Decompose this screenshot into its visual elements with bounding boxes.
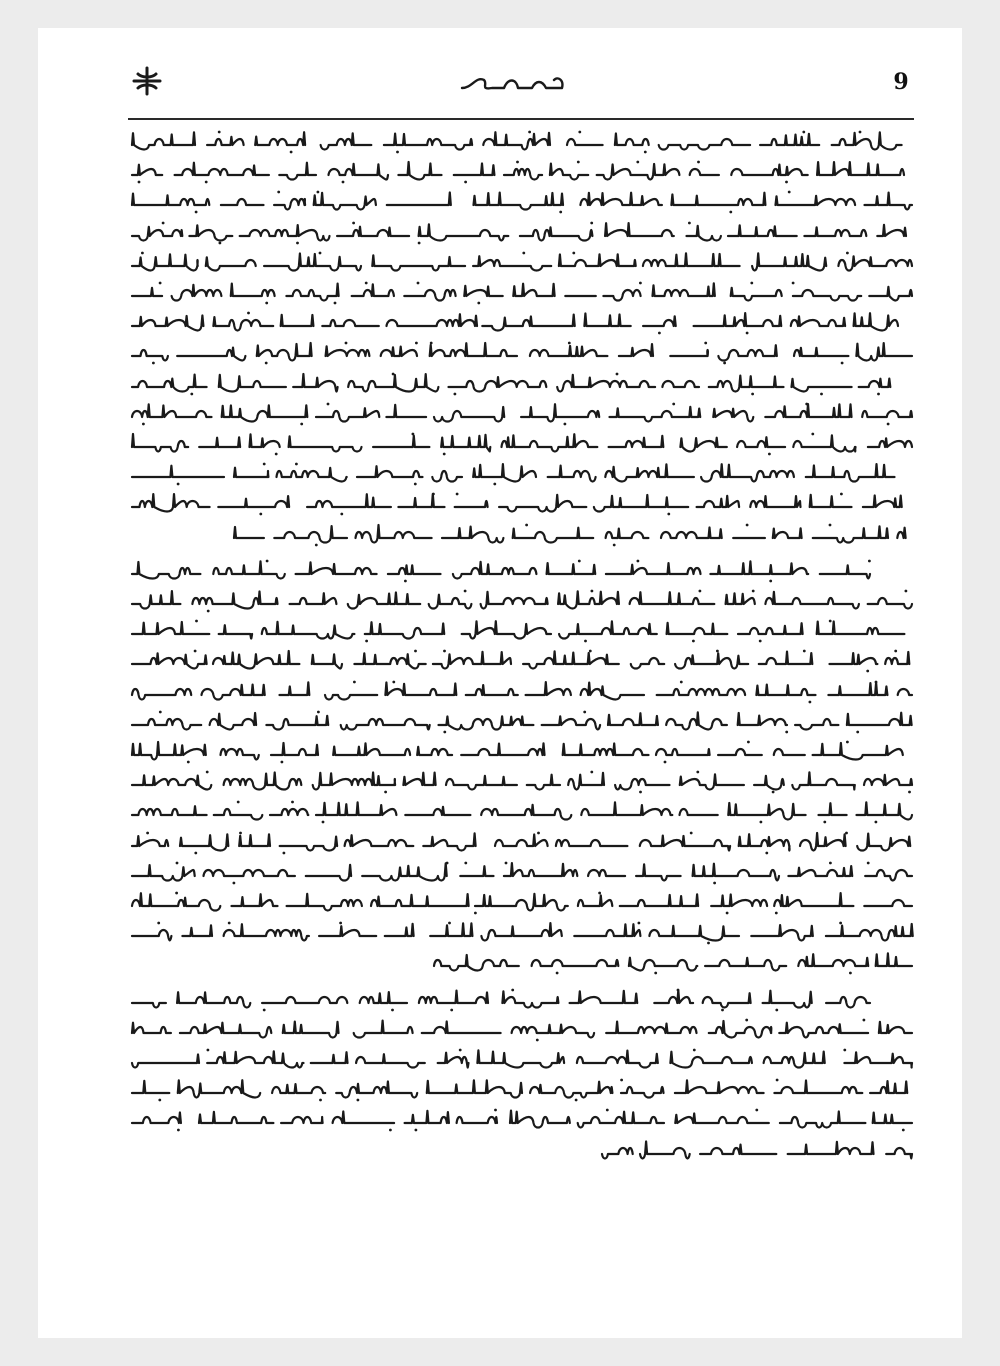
manuscript-line xyxy=(130,986,872,1012)
manuscript-line xyxy=(130,859,914,885)
manuscript-line xyxy=(130,1106,914,1132)
manuscript-line xyxy=(130,490,914,516)
manuscript-line xyxy=(130,370,914,396)
manuscript-line xyxy=(130,339,914,365)
manuscript-line xyxy=(130,309,914,335)
manuscript-line xyxy=(130,738,914,764)
manuscript-line xyxy=(130,1016,914,1042)
manuscript-line xyxy=(130,460,914,486)
manuscript-line xyxy=(130,678,914,704)
manuscript-line xyxy=(130,889,914,915)
manuscript-line xyxy=(130,1046,914,1072)
cross-ornament-icon xyxy=(128,66,166,96)
header-rule xyxy=(128,118,914,120)
manuscript-line xyxy=(130,768,914,794)
manuscript-line xyxy=(130,617,914,643)
manuscript-line xyxy=(130,647,914,673)
manuscript-line xyxy=(232,521,914,547)
manuscript-line xyxy=(130,798,914,824)
manuscript-line xyxy=(130,279,914,305)
manuscript-line xyxy=(130,1076,914,1102)
manuscript-line xyxy=(130,829,914,855)
manuscript-line xyxy=(130,400,914,426)
manuscript-line xyxy=(130,219,914,245)
manuscript-line xyxy=(130,128,914,154)
page-number: 9 xyxy=(893,69,909,95)
manuscript-line xyxy=(130,249,914,275)
manuscript-line xyxy=(600,1137,914,1163)
manuscript-line xyxy=(130,587,914,613)
page-header xyxy=(128,66,914,106)
manuscript-line xyxy=(130,557,872,583)
manuscript-line xyxy=(130,158,914,184)
manuscript-line xyxy=(130,188,914,214)
manuscript-line xyxy=(130,708,914,734)
manuscript-line xyxy=(130,919,914,945)
running-title-glyphs-icon xyxy=(458,70,568,94)
manuscript-line xyxy=(432,949,914,975)
manuscript-line xyxy=(130,430,914,456)
